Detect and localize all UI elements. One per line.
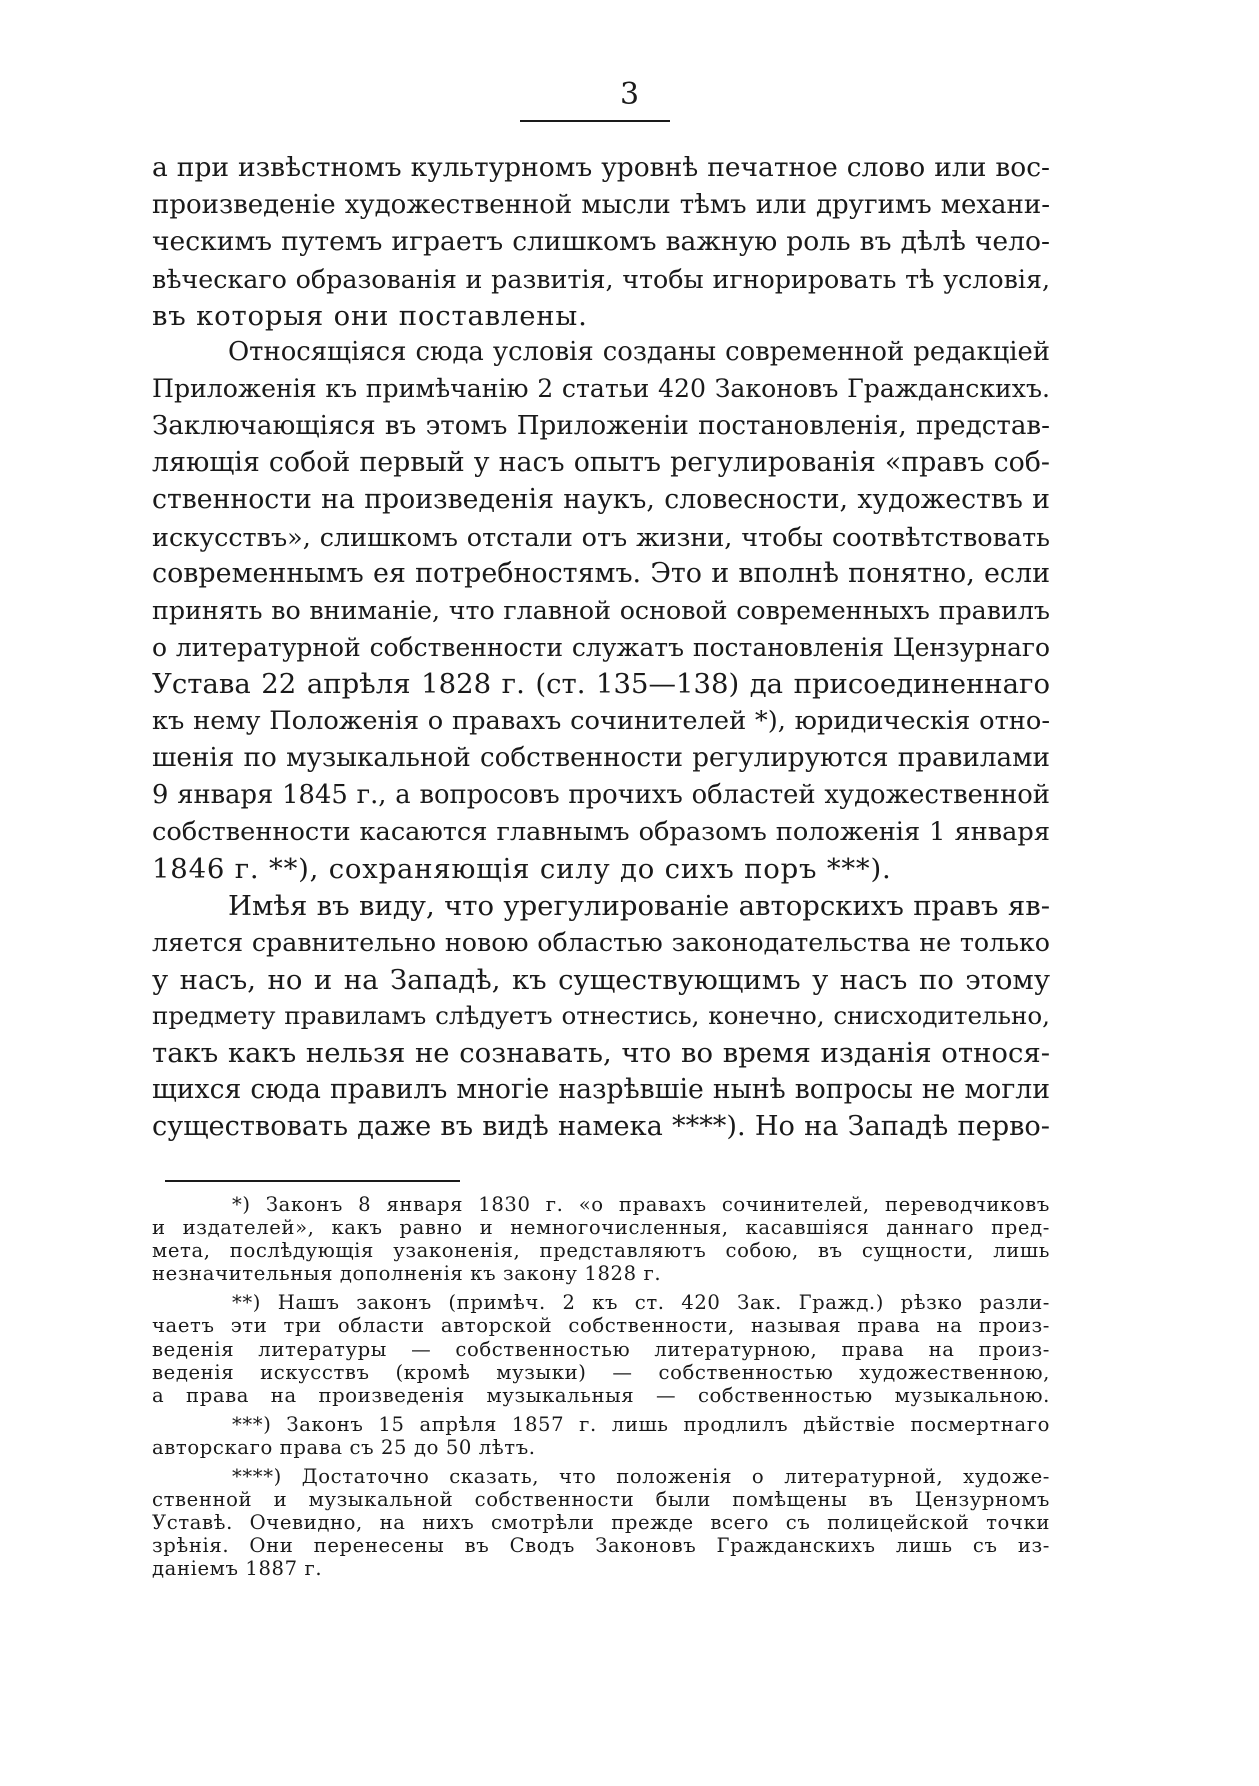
footnote [152,1193,1050,1285]
text-line: ственности на произведенія наукъ, словесности, художествъ и [152,484,1050,516]
text-line: Заключающіяся въ этомъ Приложеніи постановленія, представ- [152,411,1050,442]
footnote-line: зрѣнія. Они перенесены въ Сводъ Законовъ Гражданскихъ лишь съ из- [152,1534,1050,1558]
footnote-line: веденія искусствъ (кромѣ музыки) — собственностью художественною, [152,1360,1050,1384]
text-line: искусствъ», слишкомъ отстали отъ жизни, чтобы соотвѣтствовать [152,521,1050,552]
footnote-line: незначительныя дополненія къ закону 1828 г. [152,1262,662,1286]
main-text [152,150,1050,1146]
footnote-line: и издателей», какъ равно и немногочисленныя, касавшіяся даннаго пред- [152,1216,1050,1240]
footnote-line: **) Нашъ законъ (примѣч. 2 къ ст. 420 Зак. Гражд.) рѣзко разли- [232,1291,1050,1315]
footnote [152,1465,1050,1580]
footnote-separator [165,1180,460,1182]
page-number: 3 [619,77,640,112]
footnote-line: ***) Законъ 15 апрѣля 1857 г. лишь продлилъ дѣйствіе посмертнаго [232,1412,1050,1436]
footnote-line: а права на произведенія музыкальныя — собственностью музыкальною. [152,1383,1050,1407]
text-line: ляется сравнительно новою областью законодательства не только [152,927,1050,957]
text-line: Приложенія къ примѣчанію 2 статьи 420 Законовъ Гражданскихъ. [152,374,1050,404]
text-line: у насъ, но и на Западѣ, къ существующимъ у насъ по этому [152,963,1050,996]
footnote-line: авторскаго права съ 25 до 50 лѣтъ. [152,1435,536,1459]
text-line: произведеніе художественной мысли тѣмъ или другимъ механи- [152,189,1050,220]
text-line: о литературной собственности служатъ постановленія Цензурнаго [152,632,1050,662]
text-line: Устава 22 апрѣля 1828 г. (ст. 135—138) да присоединеннаго [152,668,1050,701]
text-line: щихся сюда правилъ многіе назрѣвшіе нынѣ вопросы не могли [152,1074,1050,1106]
page-number-rule [520,120,670,122]
text-line: шенія по музыкальной собственности регулируются правилами [152,743,1050,774]
text-line: современнымъ ея потребностямъ. Это и вполнѣ понятно, если [152,557,1050,589]
footnote-line: Уставѣ. Очевидно, на нихъ смотрѣли прежде всего съ полицейской точки [152,1511,1050,1535]
footnotes [152,1193,1050,1587]
footnote-line: *) Законъ 8 января 1830 г. «о правахъ сочинителей, переводчиковъ [232,1193,1050,1216]
footnote-line: ственной и музыкальной собственности были помѣщены въ Цензурномъ [152,1488,1050,1512]
footnote-line: ****) Достаточно сказать, что положенія о литературной, художе- [232,1465,1050,1489]
paragraph [152,150,1050,334]
text-line: 9 января 1845 г., а вопросовъ прочихъ областей художественной [152,780,1050,811]
text-line: существовать даже въ видѣ намека ****). Но на Западѣ перво- [152,1111,1050,1143]
footnote-line: мета, послѣдующія узаконенія, представляютъ собою, въ сущности, лишь [152,1239,1050,1263]
footnote-line: чаетъ эти три области авторской собственности, называя права на произ- [152,1314,1050,1338]
text-line: ляющія собой первый у насъ опытъ регулированія «правъ соб- [152,447,1050,479]
text-line: предмету правиламъ слѣдуетъ отнестись, конечно, снисходительно, [152,1001,1050,1031]
text-line: ческимъ путемъ играетъ слишкомъ важную роль въ дѣлѣ чело- [152,225,1050,257]
footnote [152,1291,1050,1406]
footnote [152,1413,1050,1459]
text-line: вѣческаго образованія и развитія, чтобы игнорировать тѣ условія, [152,263,1050,294]
text-line: Имѣя въ виду, что урегулированіе авторскихъ правъ яв- [228,889,1050,922]
footnote-line: даніемъ 1887 г. [152,1557,323,1581]
text-line: собственности касаются главнымъ образомъ положенія 1 января [152,817,1050,848]
paragraph [152,334,1050,887]
text-line: принять во вниманіе, что главной основой современныхъ правилъ [152,595,1050,625]
text-line: Относящіяся сюда условія созданы современной редакціей [228,337,1050,368]
text-line: къ нему Положенія о правахъ сочинителей *), юридическія отно- [152,706,1050,737]
footnote-line: веденія литературы — собственностью литературною, права на произ- [152,1337,1050,1361]
paragraph [152,888,1050,1146]
text-line: а при извѣстномъ культурномъ уровнѣ печатное слово или вос- [152,152,1050,183]
text-line: въ которыя они поставлены. [152,299,588,332]
text-line: такъ какъ нельзя не сознавать, что во время изданія относя- [152,1037,1050,1070]
text-line: 1846 г. **), сохраняющія силу до сихъ поръ ***). [152,852,892,885]
